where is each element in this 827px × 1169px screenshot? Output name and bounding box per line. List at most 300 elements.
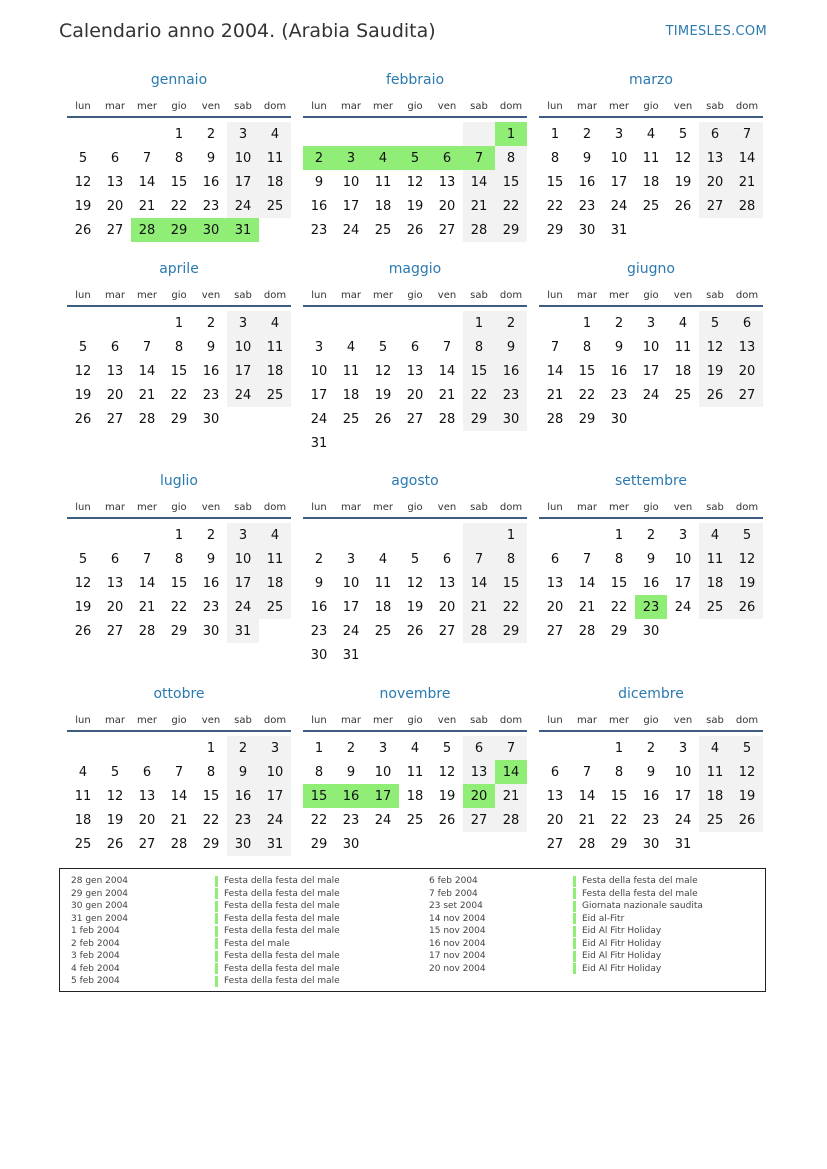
day-cell: 25 bbox=[699, 595, 731, 619]
empty-cell bbox=[463, 523, 495, 547]
holiday-legend bbox=[59, 868, 766, 992]
day-cell: 24 bbox=[227, 595, 259, 619]
day-cell: 27 bbox=[438, 623, 456, 639]
day-cell: 18 bbox=[74, 812, 92, 828]
day-cell: 25 bbox=[259, 383, 291, 407]
weekday-label: lun bbox=[311, 714, 327, 726]
day-cell: 22 bbox=[495, 595, 527, 619]
day-cell: 9 bbox=[495, 335, 527, 359]
empty-cell bbox=[131, 736, 163, 760]
day-cell: 11 bbox=[699, 547, 731, 571]
brand-link[interactable]: TIMESLES.COM bbox=[665, 24, 767, 39]
weekday-label: gio bbox=[171, 714, 187, 726]
day-cell: 9 bbox=[206, 150, 216, 166]
day-cell: 29 bbox=[495, 218, 527, 242]
day-cell: 15 bbox=[463, 359, 495, 383]
day-cell: 1 bbox=[463, 311, 495, 335]
legend-row bbox=[429, 913, 703, 926]
legend-date: 5 feb 2004 bbox=[71, 976, 120, 987]
weekday-label: ven bbox=[201, 501, 221, 513]
day-cell: 20 bbox=[406, 387, 424, 403]
weekday-label: gio bbox=[643, 714, 659, 726]
day-cell: 10 bbox=[310, 363, 328, 379]
empty-cell bbox=[539, 736, 571, 760]
day-cell: 16 bbox=[202, 575, 220, 591]
day-cell: 15 bbox=[170, 174, 188, 190]
day-cell: 3 bbox=[314, 339, 324, 355]
day-cell: 14 bbox=[546, 363, 564, 379]
day-cell: 27 bbox=[106, 222, 124, 238]
legend-holiday-name: Festa della festa del male bbox=[224, 913, 340, 924]
weekday-label: sab bbox=[706, 501, 724, 513]
day-cell: 24 bbox=[610, 198, 628, 214]
weekday-label: ven bbox=[437, 501, 457, 513]
day-cell: 13 bbox=[138, 788, 156, 804]
day-cell: 24 bbox=[374, 812, 392, 828]
day-grid bbox=[539, 311, 763, 431]
day-cell: 16 bbox=[202, 174, 220, 190]
day-cell: 17 bbox=[227, 359, 259, 383]
day-cell: 12 bbox=[699, 335, 731, 359]
weekday-label: lun bbox=[75, 501, 91, 513]
day-cell: 4 bbox=[699, 523, 731, 547]
weekday-label: mar bbox=[341, 100, 361, 112]
day-cell: 11 bbox=[259, 146, 291, 170]
day-cell: 1 bbox=[614, 740, 624, 756]
holiday-color-marker bbox=[573, 913, 576, 924]
day-cell: 10 bbox=[227, 547, 259, 571]
legend-date: 2 feb 2004 bbox=[71, 938, 120, 949]
day-cell: 7 bbox=[442, 339, 452, 355]
day-cell: 9 bbox=[582, 150, 592, 166]
month-name: giugno bbox=[627, 261, 675, 277]
month-name: marzo bbox=[629, 72, 673, 88]
day-cell: 21 bbox=[578, 599, 596, 615]
day-cell: 11 bbox=[406, 764, 424, 780]
day-cell: 5 bbox=[410, 551, 420, 567]
day-cell: 19 bbox=[406, 198, 424, 214]
day-cell: 20 bbox=[438, 198, 456, 214]
day-cell: 24 bbox=[342, 623, 360, 639]
weekday-label: lun bbox=[75, 714, 91, 726]
legend-holiday-name: Festa della festa del male bbox=[582, 888, 698, 899]
day-cell: 2 bbox=[646, 527, 656, 543]
day-cell: 21 bbox=[731, 170, 763, 194]
day-cell: 20 bbox=[438, 599, 456, 615]
day-cell: 27 bbox=[731, 383, 763, 407]
day-cell: 24 bbox=[674, 599, 692, 615]
day-cell: 14 bbox=[578, 788, 596, 804]
legend-row bbox=[71, 963, 340, 976]
day-cell: 21 bbox=[463, 194, 495, 218]
day-cell: 18 bbox=[259, 571, 291, 595]
empty-cell bbox=[431, 311, 463, 335]
legend-row bbox=[429, 888, 703, 901]
legend-holiday-name: Festa del male bbox=[224, 938, 290, 949]
weekday-label: gio bbox=[407, 289, 423, 301]
day-cell: 30 bbox=[310, 647, 328, 663]
day-cell: 8 bbox=[174, 551, 184, 567]
weekday-label: gio bbox=[643, 289, 659, 301]
holiday-color-marker bbox=[215, 951, 218, 962]
empty-cell bbox=[335, 523, 367, 547]
weekday-label: mer bbox=[608, 714, 629, 726]
day-cell: 14 bbox=[463, 170, 495, 194]
day-cell: 2 bbox=[206, 126, 216, 142]
day-grid bbox=[303, 523, 527, 667]
legend-column bbox=[71, 875, 340, 988]
day-cell: 8 bbox=[463, 335, 495, 359]
day-cell: 10 bbox=[674, 551, 692, 567]
day-cell: 5 bbox=[731, 736, 763, 760]
day-cell: 17 bbox=[610, 174, 628, 190]
day-cell: 25 bbox=[699, 808, 731, 832]
day-cell: 13 bbox=[106, 575, 124, 591]
day-cell: 29 bbox=[546, 222, 564, 238]
empty-cell bbox=[67, 736, 99, 760]
day-cell: 16 bbox=[310, 599, 328, 615]
day-cell: 3 bbox=[378, 740, 388, 756]
day-cell: 12 bbox=[106, 788, 124, 804]
day-cell: 19 bbox=[731, 784, 763, 808]
day-cell: 10 bbox=[674, 764, 692, 780]
day-cell: 19 bbox=[406, 599, 424, 615]
day-cell: 12 bbox=[74, 575, 92, 591]
day-cell: 7 bbox=[174, 764, 184, 780]
day-cell: 3 bbox=[259, 736, 291, 760]
holiday-color-marker bbox=[573, 901, 576, 912]
day-cell: 4 bbox=[259, 122, 291, 146]
weekday-label: sab bbox=[234, 501, 252, 513]
day-cell: 9 bbox=[646, 551, 656, 567]
legend-date: 3 feb 2004 bbox=[71, 951, 120, 962]
weekday-label: mar bbox=[341, 289, 361, 301]
day-cell: 29 bbox=[170, 623, 188, 639]
day-cell: 3 bbox=[346, 551, 356, 567]
legend-row bbox=[71, 925, 340, 938]
weekday-label: gio bbox=[171, 100, 187, 112]
day-cell: 21 bbox=[138, 387, 156, 403]
day-cell: 21 bbox=[495, 784, 527, 808]
day-cell: 12 bbox=[74, 174, 92, 190]
empty-cell bbox=[431, 122, 463, 146]
day-cell: 10 bbox=[342, 174, 360, 190]
day-cell: 26 bbox=[438, 812, 456, 828]
weekday-label: ven bbox=[673, 501, 693, 513]
day-cell: 31 bbox=[610, 222, 628, 238]
day-cell: 26 bbox=[374, 411, 392, 427]
day-cell: 24 bbox=[259, 808, 291, 832]
legend-date: 30 gen 2004 bbox=[71, 901, 129, 912]
day-cell: 26 bbox=[406, 623, 424, 639]
empty-cell bbox=[163, 736, 195, 760]
day-cell: 4 bbox=[259, 523, 291, 547]
day-cell: 13 bbox=[546, 575, 564, 591]
day-cell: 19 bbox=[731, 571, 763, 595]
weekday-label: gio bbox=[407, 100, 423, 112]
day-cell: 25 bbox=[674, 387, 692, 403]
day-cell: 15 bbox=[610, 575, 628, 591]
day-cell: 22 bbox=[310, 812, 328, 828]
weekday-label: lun bbox=[547, 100, 563, 112]
day-cell: 7 bbox=[550, 339, 560, 355]
day-cell: 1 bbox=[174, 126, 184, 142]
day-cell: 1 bbox=[614, 527, 624, 543]
weekday-label: dom bbox=[499, 289, 523, 301]
empty-cell bbox=[463, 122, 495, 146]
weekday-label: lun bbox=[547, 501, 563, 513]
day-cell: 28 bbox=[463, 619, 495, 643]
day-cell: 25 bbox=[642, 198, 660, 214]
legend-date: 16 nov 2004 bbox=[429, 938, 486, 949]
legend-row bbox=[71, 950, 340, 963]
weekday-label: ven bbox=[437, 714, 457, 726]
day-cell: 2 bbox=[646, 740, 656, 756]
day-cell: 26 bbox=[731, 808, 763, 832]
empty-cell bbox=[99, 122, 131, 146]
weekday-label: mar bbox=[341, 501, 361, 513]
day-cell: 12 bbox=[731, 547, 763, 571]
weekday-header bbox=[539, 96, 763, 118]
day-cell: 8 bbox=[495, 547, 527, 571]
day-cell: 30 bbox=[227, 832, 259, 856]
day-cell: 3 bbox=[614, 126, 624, 142]
day-cell: 17 bbox=[227, 571, 259, 595]
day-cell: 5 bbox=[731, 523, 763, 547]
day-cell: 23 bbox=[342, 812, 360, 828]
day-cell: 28 bbox=[463, 218, 495, 242]
holiday-color-marker bbox=[573, 963, 576, 974]
month-giugno bbox=[539, 261, 763, 431]
day-cell: 4 bbox=[259, 311, 291, 335]
day-cell: 4 bbox=[699, 736, 731, 760]
day-cell: 20 bbox=[546, 812, 564, 828]
day-cell: 5 bbox=[699, 311, 731, 335]
day-cell: 8 bbox=[614, 551, 624, 567]
day-cell: 17 bbox=[674, 575, 692, 591]
day-cell: 23 bbox=[495, 383, 527, 407]
day-cell: 15 bbox=[495, 571, 527, 595]
day-cell: 1 bbox=[314, 740, 324, 756]
holiday-day-cell: 23 bbox=[635, 595, 667, 619]
month-name: agosto bbox=[391, 473, 439, 489]
day-cell: 14 bbox=[463, 571, 495, 595]
day-cell: 27 bbox=[463, 808, 495, 832]
legend-row bbox=[71, 888, 340, 901]
day-cell: 6 bbox=[110, 150, 120, 166]
day-cell: 28 bbox=[731, 194, 763, 218]
empty-cell bbox=[367, 523, 399, 547]
day-cell: 18 bbox=[642, 174, 660, 190]
day-cell: 28 bbox=[170, 836, 188, 852]
day-cell: 2 bbox=[227, 736, 259, 760]
legend-date: 15 nov 2004 bbox=[429, 926, 486, 937]
holiday-color-marker bbox=[215, 888, 218, 899]
month-name: ottobre bbox=[153, 686, 205, 702]
weekday-label: mar bbox=[577, 714, 597, 726]
day-cell: 15 bbox=[170, 363, 188, 379]
day-cell: 9 bbox=[314, 174, 324, 190]
day-cell: 21 bbox=[438, 387, 456, 403]
weekday-label: mar bbox=[105, 714, 125, 726]
day-cell: 18 bbox=[259, 170, 291, 194]
day-cell: 14 bbox=[138, 363, 156, 379]
day-cell: 8 bbox=[314, 764, 324, 780]
day-cell: 31 bbox=[227, 619, 259, 643]
weekday-label: ven bbox=[673, 714, 693, 726]
day-cell: 8 bbox=[174, 339, 184, 355]
day-cell: 22 bbox=[170, 599, 188, 615]
weekday-header bbox=[539, 497, 763, 519]
legend-holiday-name: Eid al-Fitr bbox=[582, 913, 625, 924]
day-grid bbox=[303, 311, 527, 455]
day-cell: 2 bbox=[346, 740, 356, 756]
day-cell: 18 bbox=[374, 198, 392, 214]
day-cell: 13 bbox=[438, 174, 456, 190]
day-cell: 4 bbox=[646, 126, 656, 142]
legend-date: 17 nov 2004 bbox=[429, 951, 486, 962]
weekday-label: dom bbox=[499, 100, 523, 112]
legend-row bbox=[429, 963, 703, 976]
legend-holiday-name: Eid Al Fitr Holiday bbox=[582, 951, 662, 962]
day-cell: 16 bbox=[642, 788, 660, 804]
day-cell: 16 bbox=[495, 359, 527, 383]
month-dicembre bbox=[539, 686, 763, 856]
weekday-label: gio bbox=[643, 501, 659, 513]
weekday-header bbox=[303, 497, 527, 519]
legend-holiday-name: Festa della festa del male bbox=[582, 876, 698, 887]
legend-row bbox=[71, 900, 340, 913]
holiday-color-marker bbox=[215, 976, 218, 987]
day-cell: 18 bbox=[259, 359, 291, 383]
day-cell: 4 bbox=[378, 551, 388, 567]
day-cell: 28 bbox=[546, 411, 564, 427]
legend-row bbox=[71, 975, 340, 988]
weekday-label: mer bbox=[136, 289, 157, 301]
day-cell: 13 bbox=[463, 760, 495, 784]
weekday-label: mer bbox=[372, 289, 393, 301]
day-cell: 8 bbox=[495, 146, 527, 170]
day-cell: 20 bbox=[106, 599, 124, 615]
legend-row bbox=[71, 913, 340, 926]
month-name: dicembre bbox=[618, 686, 684, 702]
empty-cell bbox=[399, 122, 431, 146]
day-cell: 23 bbox=[202, 387, 220, 403]
day-cell: 27 bbox=[406, 411, 424, 427]
weekday-label: dom bbox=[499, 714, 523, 726]
legend-row bbox=[71, 938, 340, 951]
holiday-day-cell: 31 bbox=[227, 218, 259, 242]
weekday-label: sab bbox=[470, 289, 488, 301]
day-cell: 7 bbox=[582, 764, 592, 780]
day-cell: 9 bbox=[346, 764, 356, 780]
holiday-color-marker bbox=[215, 901, 218, 912]
holiday-day-cell: 1 bbox=[495, 122, 527, 146]
day-cell: 7 bbox=[495, 736, 527, 760]
month-name: maggio bbox=[388, 261, 442, 277]
day-cell: 30 bbox=[202, 623, 220, 639]
weekday-label: mer bbox=[136, 100, 157, 112]
day-cell: 16 bbox=[310, 198, 328, 214]
legend-date: 20 nov 2004 bbox=[429, 963, 486, 974]
empty-cell bbox=[303, 311, 335, 335]
day-cell: 19 bbox=[106, 812, 124, 828]
day-cell: 8 bbox=[550, 150, 560, 166]
day-cell: 1 bbox=[174, 527, 184, 543]
empty-cell bbox=[399, 311, 431, 335]
day-cell: 23 bbox=[202, 198, 220, 214]
weekday-label: lun bbox=[311, 100, 327, 112]
day-cell: 3 bbox=[678, 740, 688, 756]
day-cell: 11 bbox=[374, 575, 392, 591]
day-cell: 30 bbox=[642, 836, 660, 852]
legend-row bbox=[429, 900, 703, 913]
weekday-label: lun bbox=[311, 501, 327, 513]
day-cell: 28 bbox=[495, 808, 527, 832]
month-name: aprile bbox=[159, 261, 199, 277]
holiday-day-cell: 4 bbox=[367, 146, 399, 170]
day-cell: 1 bbox=[206, 740, 216, 756]
legend-holiday-name: Festa della festa del male bbox=[224, 926, 340, 937]
day-cell: 2 bbox=[206, 527, 216, 543]
day-cell: 18 bbox=[374, 599, 392, 615]
weekday-label: sab bbox=[706, 289, 724, 301]
weekday-header bbox=[539, 285, 763, 307]
month-luglio bbox=[67, 473, 291, 643]
day-cell: 10 bbox=[342, 575, 360, 591]
day-cell: 29 bbox=[310, 836, 328, 852]
legend-date: 23 set 2004 bbox=[429, 901, 483, 912]
weekday-header bbox=[303, 285, 527, 307]
day-cell: 20 bbox=[546, 599, 564, 615]
day-cell: 2 bbox=[314, 551, 324, 567]
day-cell: 6 bbox=[699, 122, 731, 146]
day-cell: 2 bbox=[495, 311, 527, 335]
day-cell: 26 bbox=[74, 222, 92, 238]
day-cell: 5 bbox=[442, 740, 452, 756]
day-cell: 28 bbox=[438, 411, 456, 427]
day-cell: 2 bbox=[206, 315, 216, 331]
month-ottobre bbox=[67, 686, 291, 856]
legend-holiday-name: Eid Al Fitr Holiday bbox=[582, 963, 662, 974]
holiday-color-marker bbox=[573, 951, 576, 962]
day-cell: 4 bbox=[410, 740, 420, 756]
day-cell: 3 bbox=[646, 315, 656, 331]
day-cell: 27 bbox=[106, 411, 124, 427]
holiday-day-cell: 29 bbox=[163, 218, 195, 242]
day-cell: 7 bbox=[731, 122, 763, 146]
day-cell: 8 bbox=[206, 764, 216, 780]
day-cell: 11 bbox=[674, 339, 692, 355]
weekday-label: gio bbox=[407, 501, 423, 513]
legend-holiday-name: Festa della festa del male bbox=[224, 888, 340, 899]
holiday-day-cell: 20 bbox=[463, 784, 495, 808]
day-cell: 22 bbox=[610, 812, 628, 828]
day-cell: 15 bbox=[170, 575, 188, 591]
weekday-label: mar bbox=[105, 100, 125, 112]
day-cell: 27 bbox=[438, 222, 456, 238]
day-cell: 24 bbox=[310, 411, 328, 427]
empty-cell bbox=[67, 122, 99, 146]
day-cell: 28 bbox=[578, 836, 596, 852]
month-aprile bbox=[67, 261, 291, 431]
day-cell: 18 bbox=[406, 788, 424, 804]
month-name: gennaio bbox=[150, 72, 208, 88]
holiday-color-marker bbox=[573, 876, 576, 887]
holiday-color-marker bbox=[215, 926, 218, 937]
empty-cell bbox=[131, 122, 163, 146]
day-cell: 10 bbox=[374, 764, 392, 780]
